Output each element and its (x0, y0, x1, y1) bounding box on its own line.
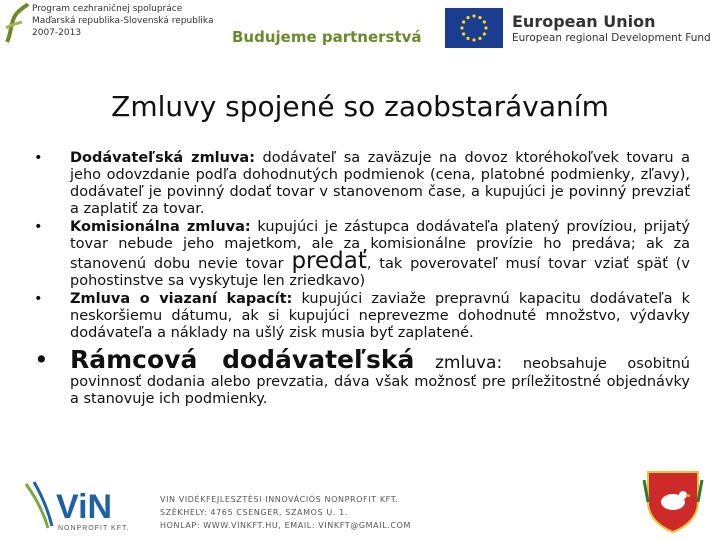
slogan: Budujeme partnerstvá (232, 28, 422, 46)
company-info-line: SZÉKHELY: 4765 CSENGER, SZAMOS U. 1. (160, 508, 348, 517)
item-term: Dodávateľská zmluva: (70, 150, 256, 166)
company-info-line: VIN VIDÉKFEJLESZTÉSI INNOVÁCIÓS NONPROFIT KFT. (160, 495, 399, 504)
item-text: , tak poverovateľ musí tovar vziať späť (v pohostinstve sa vyskytuje len zriedkavo) (70, 256, 691, 289)
vin-logo (22, 478, 152, 534)
page-title: Zmluvy spojené so zaobstarávaním (111, 90, 609, 123)
item-text: kupujúci je zástupca dodávateľa platený províziou, prijatý tovar nebude jeho majetkom, ale za komisionálne provízie ho predáva; ak za stanovenú dobu nevie tovar (70, 219, 691, 272)
list-item (30, 346, 690, 408)
bullet-icon: • (34, 219, 43, 235)
eu-star-icon (466, 16, 469, 19)
item-text: kupujúci zaviaže prepravnú kapacitu dodávateľa k neskoršiemu dátumu, ak si kupujúci neprevezme dohodnuté množstvo, výdavky dodávateľa a náklady na ušlý zisk musia byť zaplatené. (70, 291, 690, 341)
eu-star-icon (462, 20, 465, 23)
eu-star-icon (483, 32, 486, 35)
list-item (30, 291, 690, 342)
program-line: Program cezhraničnej spolupráce (32, 4, 183, 14)
eu-star-icon (478, 37, 481, 40)
program-line: 2007-2013 (32, 28, 82, 38)
item-term-tail: zmluva: (434, 353, 503, 373)
bullet-icon: • (34, 345, 49, 374)
eu-star-icon (484, 26, 487, 29)
vin-logo-subtext: NONPROFIT KFT. (58, 525, 130, 532)
item-emphasis: predať (291, 248, 367, 274)
eu-flag-icon (445, 8, 503, 48)
company-info-line: HONLAP: WWW.VINKFT.HU, EMAIL: VINKFT@GMAIL.COM (160, 521, 412, 530)
bullet-icon: • (34, 150, 43, 166)
eu-subtitle: European regional Development Fund (512, 32, 711, 44)
bullet-icon: • (34, 291, 43, 307)
item-text: dodávateľ sa zaväzuje na dovoz ktoréhokoľvek tovaru a jeho odovzdanie podľa dohodnutých podmienok (cena, platobné podmienky, zľavy), dodávateľ je povinný dodať tovar v stanovenom čase, a kupujúci je povinný prevziať a zaplatiť za tovar. (70, 150, 690, 217)
list-item (30, 150, 690, 218)
eu-star-icon (462, 32, 465, 35)
eu-title: European Union (512, 12, 656, 31)
eu-star-icon (466, 37, 469, 40)
eu-star-icon (472, 38, 475, 41)
company-info (160, 493, 411, 532)
eu-star-icon (472, 14, 475, 17)
eu-star-icon (460, 26, 463, 29)
eu-star-icon (483, 20, 486, 23)
cross-border-program-logo (4, 2, 30, 44)
item-text: neobsahuje osobitnú povinnosť dodania alebo prevzatia, dáva však možnosť pre príležitostné objednávky a stanovuje ich podmienky. (70, 356, 690, 407)
program-name (32, 3, 212, 39)
eu-star-icon (478, 16, 481, 19)
item-term: Rámcová dodávateľská (70, 345, 415, 374)
bullet-list (30, 150, 690, 409)
program-line: Maďarská republika-Slovenská republika (32, 16, 214, 26)
vin-logo-text: ViN (56, 488, 113, 526)
list-item (30, 219, 690, 290)
item-term: Komisionálna zmluva: (70, 219, 251, 235)
item-term: Zmluva o viazaní kapacít: (70, 291, 293, 307)
coat-of-arms-icon (640, 468, 706, 534)
